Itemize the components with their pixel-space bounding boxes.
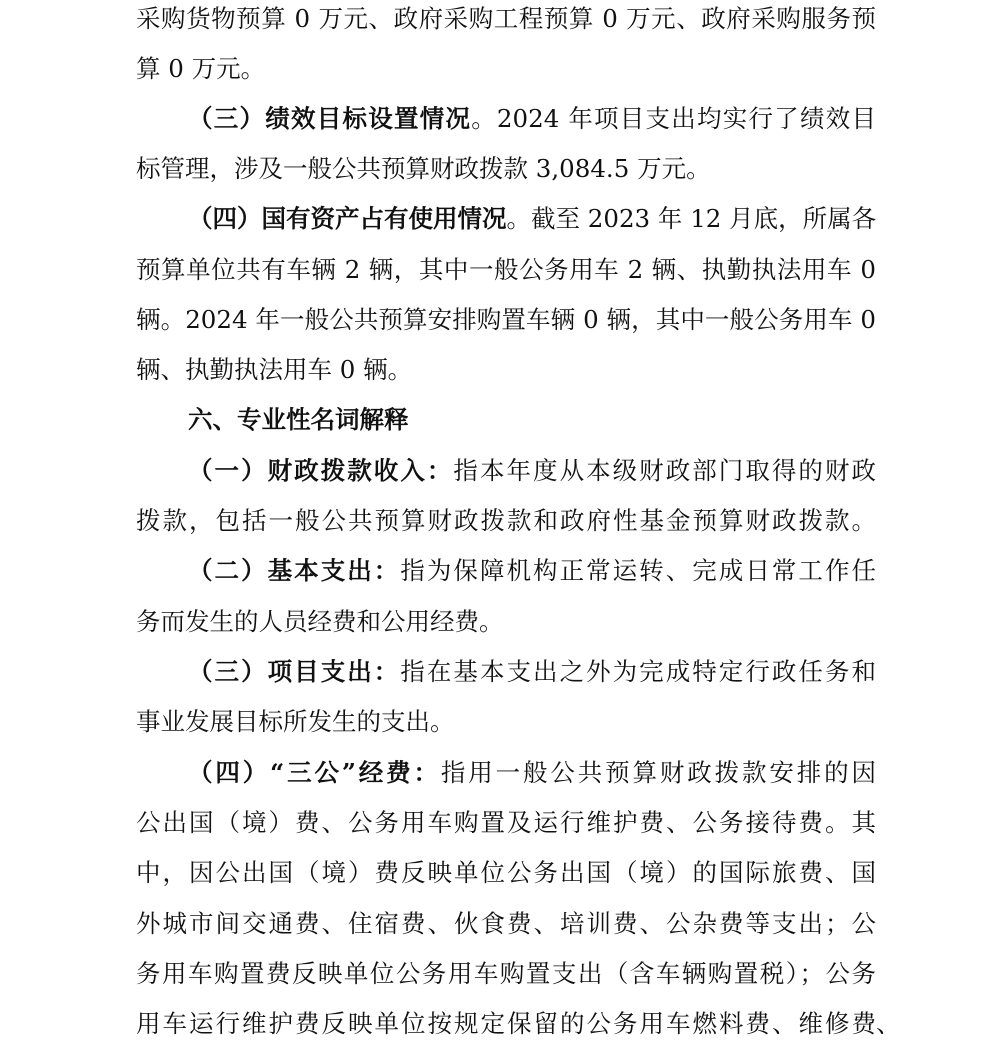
text-line: 外城市间交通费、住宿费、伙食费、培训费、公杂费等支出；公 <box>136 909 876 938</box>
term-three-public-expenses: （四）“三公”经费：指用一般公共预算财政拨款安排的因 <box>188 758 877 787</box>
term-fiscal-appropriation-income: （一）财政拨款收入：指本年度从本级财政部门取得的财政 <box>188 456 877 485</box>
text-line: 拨款，包括一般公共预算财政拨款和政府性基金预算财政拨款。 <box>136 506 876 535</box>
text-line: 预算单位共有车辆 2 辆，其中一般公务用车 2 辆、执勤执法用车 0 <box>136 255 876 284</box>
text-line: 辆、执勤执法用车 0 辆。 <box>136 355 413 384</box>
text-line: 事业发展目标所发生的支出。 <box>136 707 455 736</box>
trailing-punctuation: 、 <box>876 1009 901 1038</box>
text-line: 标管理，涉及一般公共预算财政拨款 3,084.5 万元。 <box>136 154 711 183</box>
heading-performance-goals: （三）绩效目标设置情况。2024 年项目支出均实行了绩效目 <box>188 104 876 133</box>
text-line: 采购货物预算 0 万元、政府采购工程预算 0 万元、政府采购服务预 <box>136 4 876 33</box>
text-line: 用车运行维护费反映单位按规定保留的公务用车燃料费、维修费 <box>136 1009 876 1038</box>
text-line: 中，因公出国（境）费反映单位公务出国（境）的国际旅费、国 <box>136 858 876 887</box>
section-title-glossary: 六、专业性名词解释 <box>188 405 409 434</box>
term-project-expenditure: （三）项目支出：指在基本支出之外为完成特定行政任务和 <box>188 657 877 686</box>
text-line: 辆。2024 年一般公共预算安排购置车辆 0 辆，其中一般公务用车 0 <box>136 305 876 334</box>
term-basic-expenditure: （二）基本支出：指为保障机构正常运转、完成日常工作任 <box>188 556 877 585</box>
text-line: 公出国（境）费、公务用车购置及运行维护费、公务接待费。其 <box>136 808 876 837</box>
heading-state-assets: （四）国有资产占有使用情况。截至 2023 年 12 月底，所属各 <box>188 204 877 233</box>
text-line: 务而发生的人员经费和公用经费。 <box>136 607 504 636</box>
text-line: 算 0 万元。 <box>136 54 266 83</box>
text-line: 务用车购置费反映单位公务用车购置支出（含车辆购置税）；公务 <box>136 959 876 988</box>
